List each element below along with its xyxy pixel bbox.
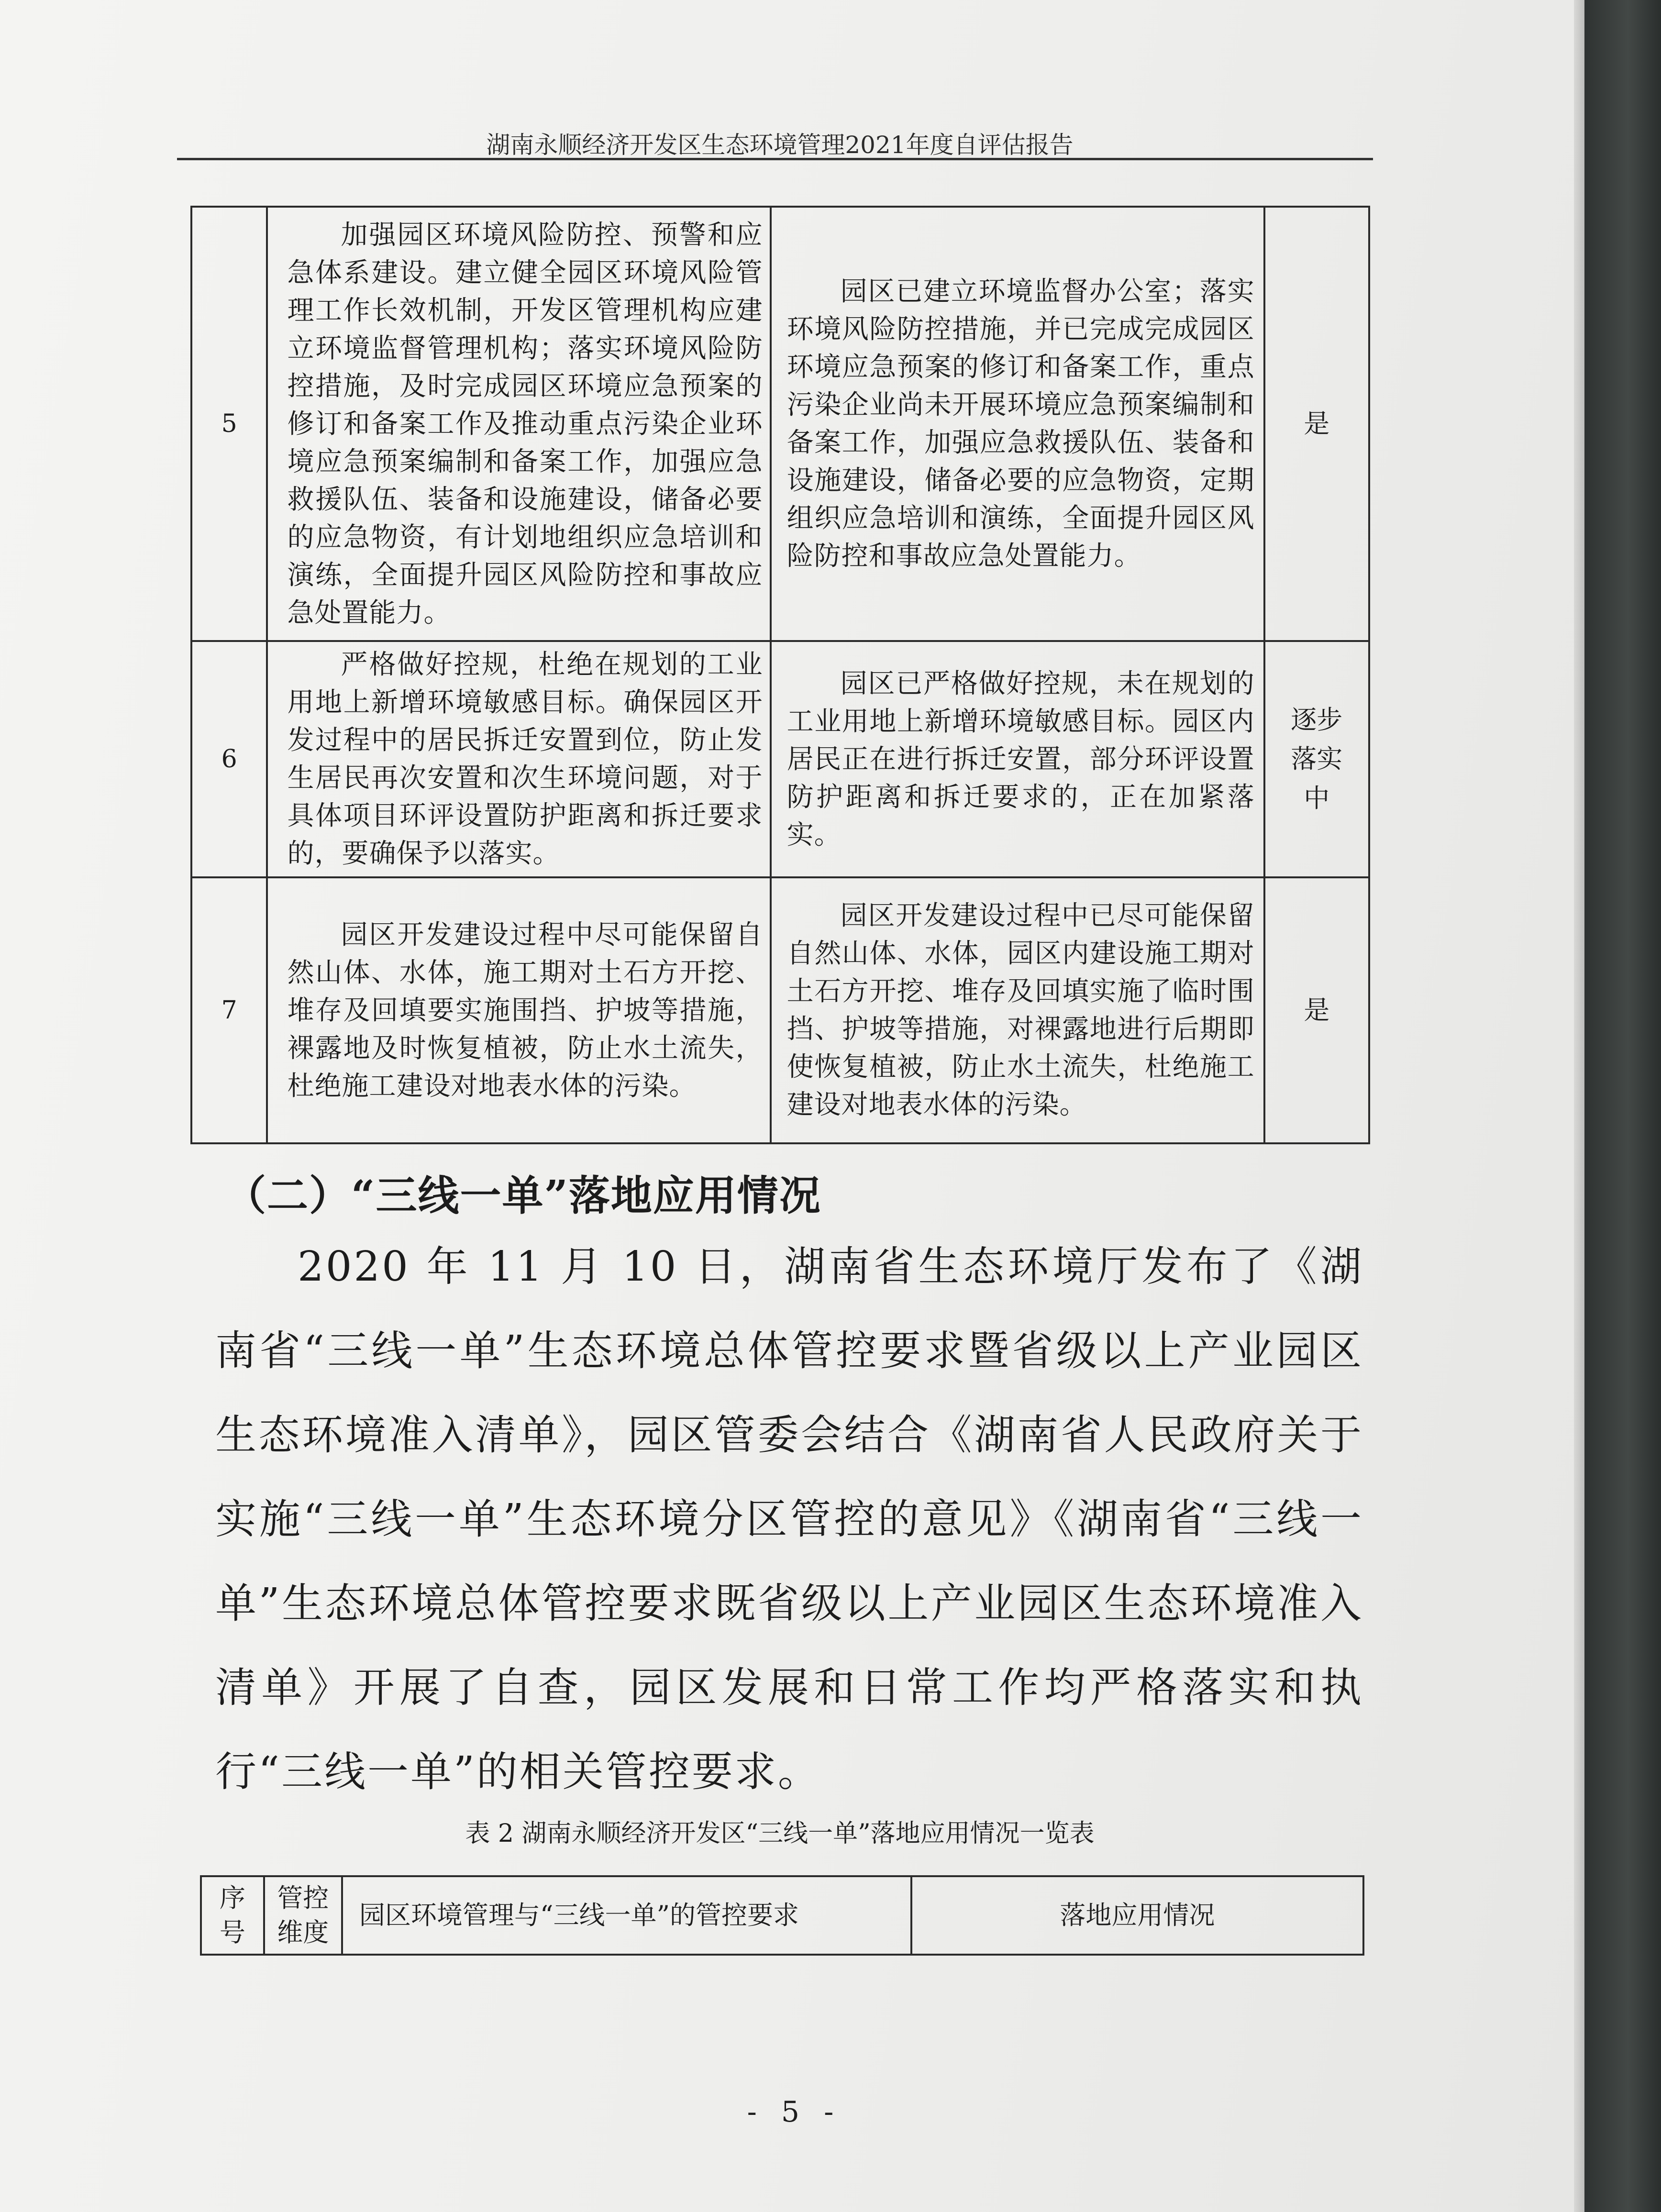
situation-cell [771, 877, 1264, 1143]
header-cell-index [201, 1876, 264, 1955]
situation-text: 园区开发建设过程中已尽可能保留自然山体、水体，园区内建设施工期对土石方开挖、堆存及回填实施了临时围挡、护坡等措施，对裸露地进行后期即使恢复植被，防止水土流失，杜绝施工建设对地表水体的污染。 [786, 900, 1255, 1120]
table-caption: 表 2 湖南永顺经济开发区“三线一单”落地应用情况一览表 [465, 1819, 1095, 1848]
requirement-text: 园区开发建设过程中尽可能保留自然山体、水体，施工期对土石方开挖、堆存及回填要实施围挡、护坡等措施，裸露地及时恢复植被，防止水土流失，杜绝施工建设对地表水体的污染。 [287, 919, 763, 1102]
status-cell [1264, 641, 1369, 877]
requirement-text: 严格做好控规，杜绝在规划的工业用地上新增环境敏感目标。确保园区开发过程中的居民拆迁安置到位，防止发生居民再次安置和次生环境问题，对于具体项目环评设置防护距离和拆迁要求的，要确保予以落实。 [287, 649, 763, 869]
section-paragraph: 2020 年 11 月 10 日，湖南省生态环境厅发布了《湖南省“三线一单”生态环境总体管控要求暨省级以上产业园区生态环境准入清单》，园区管委会结合《湖南省人民政府关于实施“三线一单”生态环境分区管控的意见》《湖南省“三线一单”生态环境总体管控要求既省级以上产业园区生态环境准入清单》开展了自查，园区发展和日常工作均严格落实和执行“三线一单”的相关管控要求。 [215, 1243, 1363, 1796]
status-cell: 是 [1264, 207, 1369, 641]
requirement-cell [267, 641, 770, 877]
situation-text: 园区已严格做好控规，未在规划的工业用地上新增环境敏感目标。园区内居民正在进行拆迁安置，部分环评设置防护距离和拆迁要求的，正在加紧落实。 [786, 668, 1255, 851]
table-row [191, 207, 1369, 641]
header-text: 管控维度 [277, 1883, 329, 1947]
status-text: 逐步落实中 [1291, 705, 1343, 813]
section-title: （二）“三线一单”落地应用情况 [225, 1172, 821, 1220]
three-lines-table [200, 1875, 1364, 1956]
background-surface [1579, 0, 1661, 2212]
requirement-cell [267, 207, 770, 641]
row-number: 6 [191, 641, 267, 877]
header-cell-dimension [264, 1876, 342, 1955]
header-cell-requirement: 园区环境管理与“三线一单”的管控要求 [342, 1876, 911, 1955]
requirement-text: 加强园区环境风险防控、预警和应急体系建设。建立健全园区环境风险管理工作长效机制，开发区管理机构应建立环境监督管理机构；落实环境风险防控措施，及时完成园区环境应急预案的修订和备案工作及推动重点污染企业环境应急预案编制和备案工作，加强应急救援队伍、装备和设施建设，储备必要的应急物资，有计划地组织应急培训和演练，全面提升园区风险防控和事故应急处置能力。 [287, 219, 763, 629]
situation-text: 园区已建立环境监督办公室；落实环境风险防控措施，并已完成完成园区环境应急预案的修订和备案工作，重点污染企业尚未开展环境应急预案编制和备案工作，加强应急救援队伍、装备和设施建设，储备必要的应急物资，定期组织应急培训和演练，全面提升园区风险防控和事故应急处置能力。 [786, 276, 1255, 572]
situation-cell [771, 641, 1264, 877]
assessment-table [190, 206, 1370, 1144]
status-cell: 是 [1264, 877, 1369, 1143]
page-number: - 5 - [747, 2095, 842, 2129]
row-number: 7 [191, 877, 267, 1143]
row-number: 5 [191, 207, 267, 641]
table-row [191, 877, 1369, 1143]
header-text: 序号 [219, 1883, 245, 1947]
page-edge [1574, 0, 1584, 2212]
table-row [191, 641, 1369, 877]
header-rule [177, 158, 1373, 160]
situation-cell [771, 207, 1264, 641]
page-header: 湖南永顺经济开发区生态环境管理2021年度自评估报告 [486, 131, 1074, 159]
header-cell-situation: 落地应用情况 [911, 1876, 1363, 1955]
table-header-row [201, 1876, 1363, 1955]
requirement-cell [267, 877, 770, 1143]
